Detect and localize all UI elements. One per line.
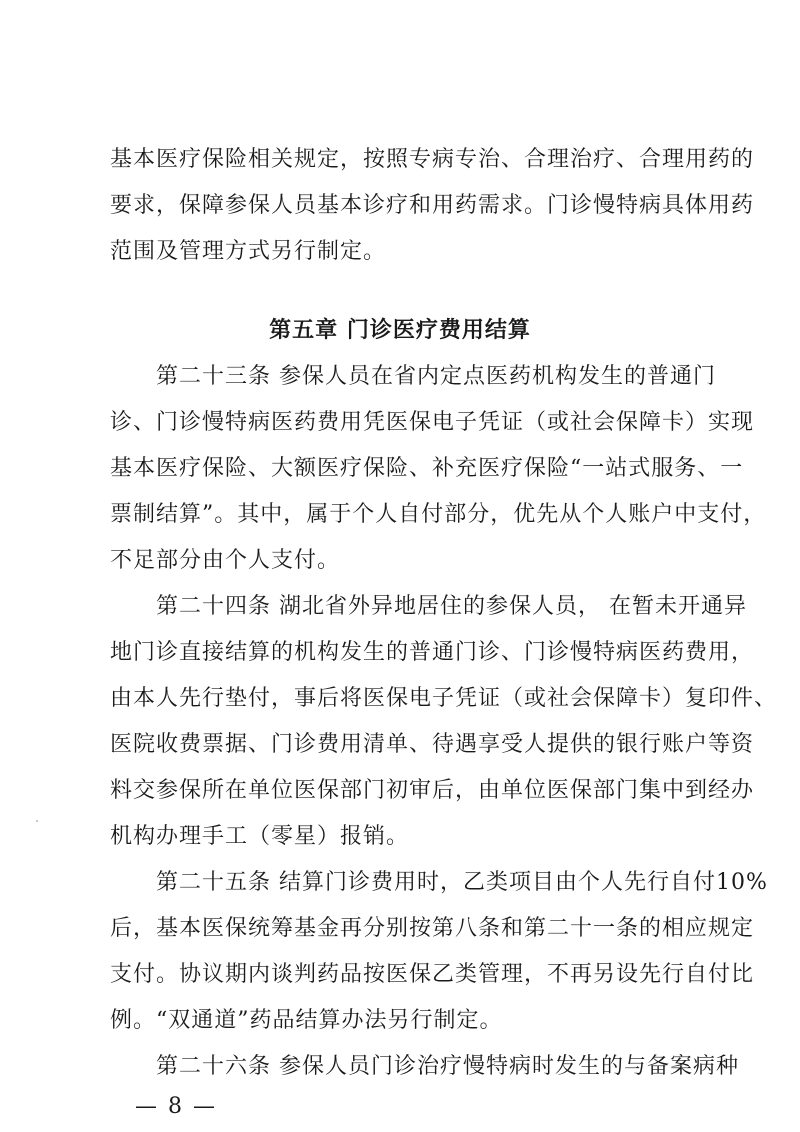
paragraph-line: 第二十四条 湖北省外异地居住的参保人员， 在暂未开通异 — [156, 594, 747, 619]
page-number: — 8 — — [135, 1094, 217, 1119]
paragraph-line: 第二十三条 参保人员在省内定点医药机构发生的普通门 — [156, 364, 716, 389]
paragraph-line: 票制结算”。其中，属于个人自付部分，优先从个人账户中支付， — [110, 502, 767, 527]
paragraph-line: 支付。协议期内谈判药品按医保乙类管理，不再另设先行自付比 — [110, 962, 755, 987]
paragraph-line: 不足部分由个人支付。 — [110, 548, 341, 573]
paragraph-line: 医院收费票据、门诊费用清单、待遇享受人提供的银行账户等资 — [110, 732, 755, 757]
chapter-title: 第五章 门诊医疗费用结算 — [269, 318, 531, 343]
paragraph-line: 基本医疗保险、大额医疗保险、补充医疗保险“一站式服务、一 — [110, 456, 744, 481]
paragraph-line: 机构办理手工（零星）报销。 — [110, 824, 410, 849]
paragraph-line: 范围及管理方式另行制定。 — [110, 239, 387, 264]
scan-artifact — [36, 820, 38, 822]
paragraph-line: 料交参保所在单位医保部门初审后，由单位医保部门集中到经办 — [110, 778, 755, 803]
paragraph-line: 由本人先行垫付，事后将医保电子凭证（或社会保障卡）复印件、 — [110, 686, 778, 711]
paragraph-line: 后，基本医保统筹基金再分别按第八条和第二十一条的相应规定 — [110, 916, 755, 941]
paragraph-line: 诊、门诊慢特病医药费用凭医保电子凭证（或社会保障卡）实现 — [110, 410, 755, 435]
paragraph-line: 基本医疗保险相关规定，按照专病专治、合理治疗、合理用药的 — [110, 147, 755, 172]
paragraph-line: 第二十六条 参保人员门诊治疗慢特病时发生的与备案病种 — [156, 1054, 739, 1079]
paragraph-line: 地门诊直接结算的机构发生的普通门诊、门诊慢特病医药费用， — [110, 640, 755, 665]
paragraph-line: 例。“双通道”药品结算办法另行制定。 — [110, 1008, 503, 1033]
paragraph-line: 要求，保障参保人员基本诊疗和用药需求。门诊慢特病具体用药 — [110, 193, 755, 218]
paragraph-line: 第二十五条 结算门诊费用时，乙类项目由个人先行自付10% — [156, 870, 768, 895]
